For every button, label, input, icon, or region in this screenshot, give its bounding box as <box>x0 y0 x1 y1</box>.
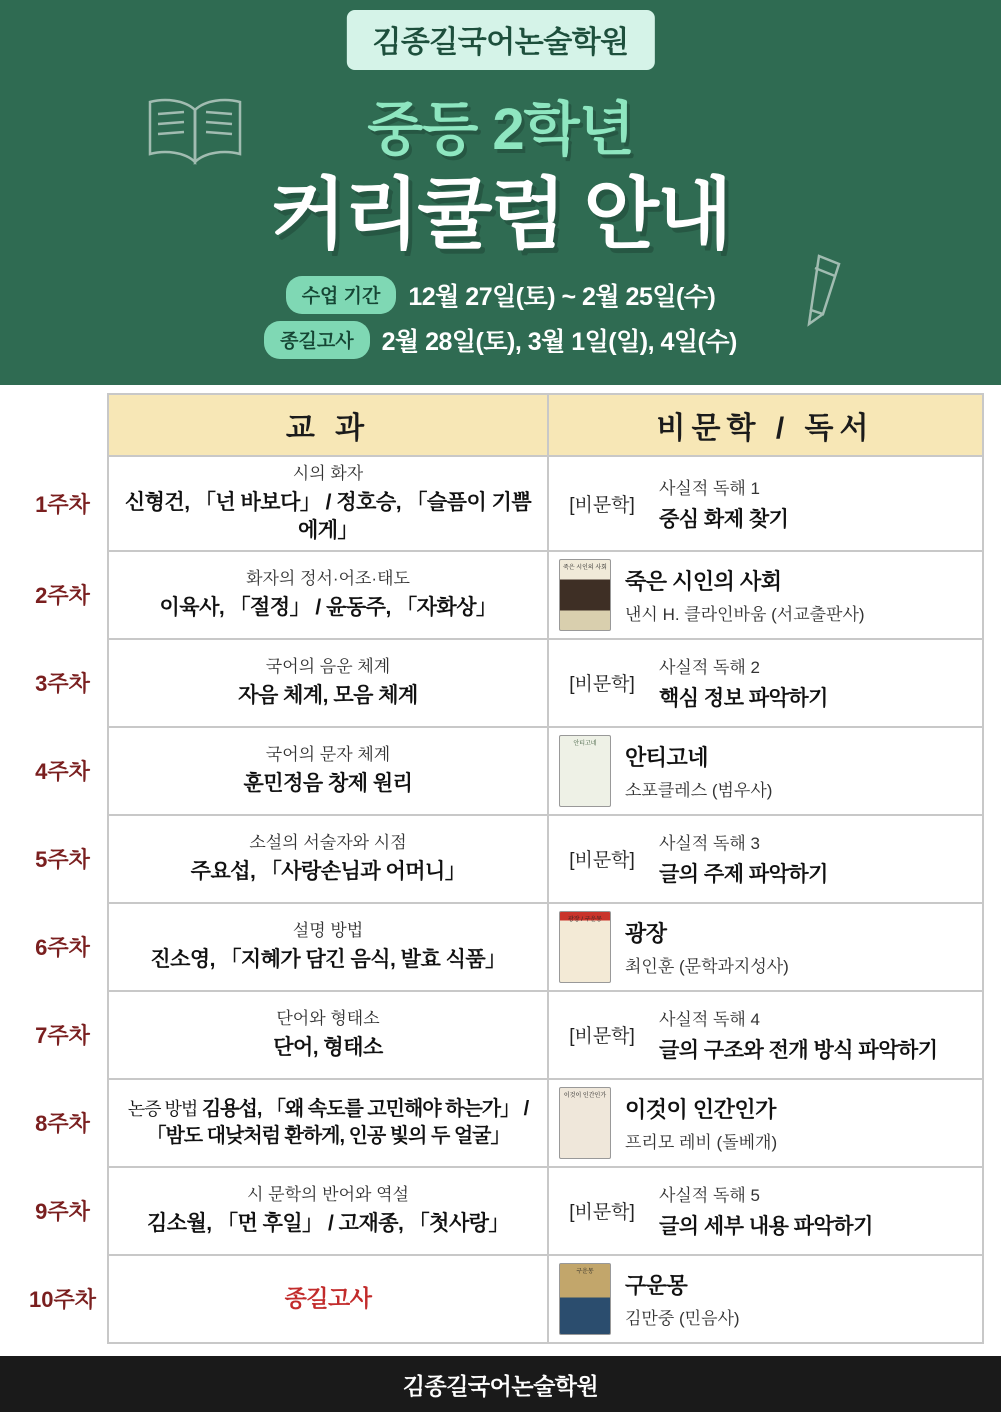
reading-cell <box>548 456 983 551</box>
week-label: 1주차 <box>35 491 90 517</box>
reading-cell <box>548 1079 983 1167</box>
subject-cell <box>108 1255 548 1343</box>
book-cover-icon <box>559 1087 611 1159</box>
subject-detail: 이육사, 「절정」 / 윤동주, 「자화상」 <box>159 596 497 620</box>
table-row <box>18 456 983 551</box>
week-label: 8주차 <box>35 1111 90 1137</box>
reading-tag: [비문학] <box>569 850 635 872</box>
footer-academy-name: 김종길국어논술학원 <box>402 1372 599 1399</box>
book-cover-label: 광장 / 구운몽 <box>568 916 602 923</box>
book-author: 소포클레스 (범우사) <box>625 780 773 800</box>
poster-header <box>0 0 1001 385</box>
subject-detail-line2: 「밤도 대낮처럼 환하게, 인공 빛의 두 얼굴」 <box>146 1124 510 1147</box>
reading-detail: 글의 구조와 전개 방식 파악하기 <box>659 1039 938 1063</box>
table-row <box>18 1167 983 1255</box>
reading-cell <box>548 815 983 903</box>
subject-topic: 논증 방법 <box>127 1098 198 1119</box>
reading-tag: [비문학] <box>569 674 635 696</box>
book-title: 이것이 인간인가 <box>625 1096 776 1122</box>
subject-detail: 진소영, 「지혜가 담긴 음식, 발효 식품」 <box>150 948 506 972</box>
week-label: 7주차 <box>35 1023 90 1049</box>
header-reading: 비문학 / 독서 <box>548 394 983 456</box>
subject-detail-line1 <box>117 1096 539 1123</box>
week-label: 6주차 <box>35 935 90 961</box>
week-label: 2주차 <box>35 583 90 609</box>
poster-title-grade: 중등 2학년 <box>367 97 634 162</box>
book-title: 죽은 시인의 사회 <box>625 568 782 594</box>
subject-cell <box>108 903 548 991</box>
week-label: 9주차 <box>35 1199 90 1225</box>
meta-label-period: 수업 기간 <box>286 276 397 314</box>
subject-cell <box>108 456 548 551</box>
table-row <box>18 815 983 903</box>
reading-cell <box>548 639 983 727</box>
book-cover-label: 죽은 시인의 사회 <box>563 564 607 571</box>
book-title: 구운몽 <box>625 1272 688 1298</box>
book-cover-icon <box>559 911 611 983</box>
reading-tag: [비문학] <box>569 494 635 516</box>
subject-detail: 김소월, 「먼 후일」 / 고재종, 「첫사랑」 <box>146 1212 510 1236</box>
subject-topic: 소설의 서술자와 시점 <box>249 833 407 853</box>
meta-value-exam: 2월 28일(토), 3월 1일(일), 4일(수) <box>381 328 737 356</box>
exam-label: 종길고사 <box>284 1284 372 1311</box>
book-cover-label: 구운몽 <box>576 1268 594 1275</box>
subject-topic: 시 문학의 반어와 역설 <box>247 1185 409 1205</box>
subject-topic: 설명 방법 <box>292 921 364 941</box>
subject-topic: 단어와 형태소 <box>276 1009 380 1029</box>
table-row <box>18 551 983 639</box>
book-cover-icon <box>559 735 611 807</box>
table-row <box>18 727 983 815</box>
book-author: 프리모 레비 (돌베개) <box>625 1132 778 1152</box>
subject-topic: 화자의 정서·어조·태도 <box>246 569 410 589</box>
book-author: 김만중 (민음사) <box>625 1308 740 1328</box>
reading-detail: 중심 화제 찾기 <box>659 507 789 531</box>
reading-tag: [비문학] <box>569 1026 635 1048</box>
table-row <box>18 991 983 1079</box>
table-row <box>18 903 983 991</box>
subject-topic: 국어의 문자 체계 <box>265 745 391 765</box>
reading-topic: 사실적 독해 2 <box>659 658 761 678</box>
header-subject: 교 과 <box>108 394 548 456</box>
reading-tag: [비문학] <box>569 1202 635 1224</box>
reading-topic: 사실적 독해 3 <box>659 834 761 854</box>
subject-topic: 국어의 음운 체계 <box>265 657 391 677</box>
subject-cell <box>108 1079 548 1167</box>
header-blank <box>18 394 108 456</box>
schedule-meta <box>0 276 1001 366</box>
subject-detail: 김용섭, 「왜 속도를 고민해야 하는가」 / <box>201 1097 529 1120</box>
book-title: 안티고네 <box>625 744 709 770</box>
table-row <box>18 639 983 727</box>
reading-topic: 사실적 독해 4 <box>659 1010 761 1030</box>
week-label: 3주차 <box>35 671 90 697</box>
table-head <box>18 394 983 456</box>
meta-value-period: 12월 27일(토) ~ 2월 25일(수) <box>408 283 716 311</box>
book-cover-icon <box>559 1263 611 1335</box>
reading-cell <box>548 551 983 639</box>
curriculum-table <box>18 393 984 1344</box>
meta-label-exam: 종길고사 <box>264 321 369 359</box>
week-label: 5주차 <box>35 847 90 873</box>
reading-detail: 핵심 정보 파악하기 <box>659 687 828 711</box>
poster-title-main: 커리큘럼 안내 <box>270 170 731 258</box>
book-cover-label: 안티고네 <box>573 740 597 747</box>
book-title: 광장 <box>625 920 667 946</box>
subject-cell <box>108 991 548 1079</box>
meta-row-period <box>0 276 1001 314</box>
subject-detail: 단어, 형태소 <box>273 1036 383 1060</box>
subject-topic: 시의 화자 <box>292 464 364 483</box>
reading-cell <box>548 991 983 1079</box>
subject-cell <box>108 551 548 639</box>
reading-topic: 사실적 독해 1 <box>659 478 761 498</box>
week-label: 10주차 <box>29 1287 96 1313</box>
subject-detail: 자음 체계, 모음 체계 <box>238 684 418 708</box>
reading-cell <box>548 903 983 991</box>
curriculum-table-wrap <box>0 393 1001 1344</box>
book-cover-label: 이것이 인간인가 <box>563 1092 607 1099</box>
reading-topic: 사실적 독해 5 <box>659 1186 761 1206</box>
poster-footer <box>0 1356 1001 1412</box>
subject-cell <box>108 1167 548 1255</box>
subject-cell <box>108 815 548 903</box>
book-author: 낸시 H. 클라인바움 (서교출판사) <box>625 604 865 624</box>
table-row <box>18 1079 983 1167</box>
reading-cell <box>548 727 983 815</box>
subject-detail: 훈민정음 창제 원리 <box>243 772 413 796</box>
book-author: 최인훈 (문학과지성사) <box>625 956 789 976</box>
reading-cell <box>548 1167 983 1255</box>
subject-detail: 주요섭, 「사랑손님과 어머니」 <box>190 860 466 884</box>
subject-cell <box>108 727 548 815</box>
academy-name-badge: 김종길국어논술학원 <box>346 10 654 70</box>
table-row <box>18 1255 983 1343</box>
subject-cell <box>108 639 548 727</box>
reading-detail: 글의 주제 파악하기 <box>659 863 828 887</box>
book-cover-icon <box>559 559 611 631</box>
table-body <box>18 456 983 1343</box>
week-label: 4주차 <box>35 759 90 785</box>
table-header-row <box>18 394 983 456</box>
reading-cell <box>548 1255 983 1343</box>
meta-row-exam <box>0 321 1001 359</box>
reading-detail: 글의 세부 내용 파악하기 <box>659 1215 873 1239</box>
subject-detail: 신형건, 「넌 바보다」 / 정호승, 「슬픔이 기쁨에게」 <box>124 491 532 542</box>
